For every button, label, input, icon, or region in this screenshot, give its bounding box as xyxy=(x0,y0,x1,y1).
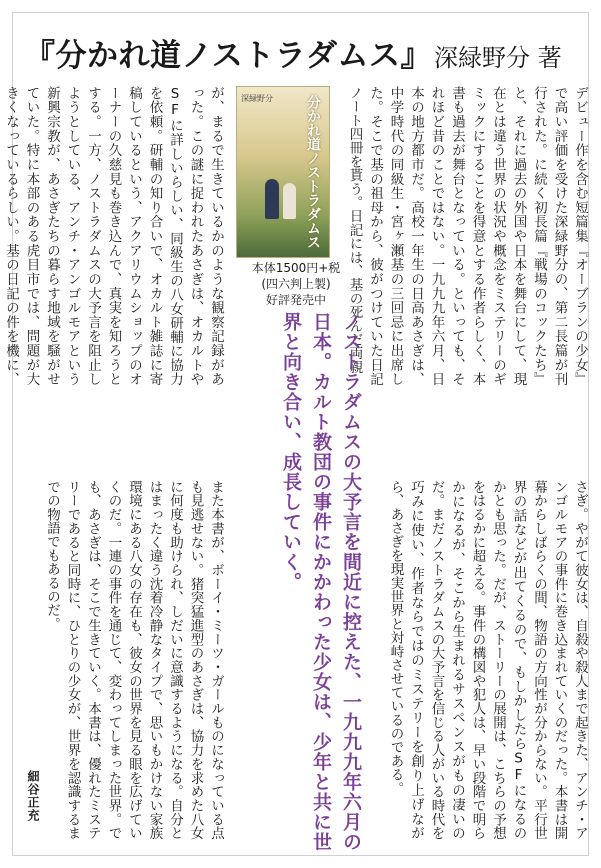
book-cover xyxy=(236,86,330,258)
body-column-1: デビュー作を含む短篇集『オーブランの少女』で高い評価を受けた深緑野分の、第二長篇が刊行された。に続く初長篇『戦場のコックたち』と、それに過去の外国や日本を舞台にして、現在とは違う世界の状況や概念をミステリーのギミックにすることを得意とする作者らしく、本書も過去が舞台となっている。といっても、それほど昔のことではない。一九九九年六月、日本の地方都市だ。高校一年生の日高あさぎは、中学時代の同級生・宮ヶ瀬基の三回忌に出席した。そこで基の祖母から、彼がつけていた日記ノート四冊を貰う。日記には、基の死んだ両親 xyxy=(346,86,588,386)
price: 本体1500円+税 xyxy=(251,261,341,275)
header xyxy=(24,24,584,74)
body-column-3: さぎ。やがて彼女は、自殺や殺人まで起きた、アンチ・アンゴルモアの事件に巻き込まれていくのだった。本書は開幕からしばらくの間、物語の方向性が分からない。平行世界の話などが出てくるので、もしかしたらSFになるのかとも思った。だが、ストーリーの展開は、こちらの予想をはるかに超える。事件の構図や犯人は、早い段階で明らかになるが、そこから生まれるサスペンスがもの凄いのだ。まだノストラダムスの大予言を信じる人がいる時代を巧みに使い、作者ならではのミステリーを創り上げながら、あさぎを現実世界と対峙させているのである。 xyxy=(387,480,588,840)
sale-status: 好評発売中 xyxy=(265,293,326,307)
cover-author: 深緑野分 xyxy=(241,94,273,103)
book-author: 深緑野分 著 xyxy=(434,44,562,72)
reviewer-name: 細谷正充 xyxy=(26,770,40,822)
book-title: 『分かれ道ノストラダムス』 xyxy=(24,38,432,74)
cover-title: 分かれ道ノストラダムス xyxy=(305,95,321,249)
headline: ノストラダムスの大予言を間近に控えた、一九九九年六月の日本。カルト教団の事件にかかわった少女は、少年と共に世界と向き合い、成長していく。 xyxy=(280,312,362,852)
body-column-4: また本書が、ボーイ・ミーツ・ガールものになっている点も見逃せない。猪突猛進型のあさぎは、協力を求めた八女に何度も助けられ、しだいに意識するようになる。自分とはまったく違う沈着冷静なタイプで、思いもかけない家族環境にある八女の存在も、彼女の世界を見る眼を広げていくのだ。一連の事件を通じて、変わってしまった世界。でも、あさぎは、そこで生きていく。本書は、優れたミステリーであると同時に、ひとりの少女が、世界を認識するまでの物語でもあるのだ。 xyxy=(44,480,224,840)
cover-figure-girl xyxy=(283,183,296,219)
cover-figure-boy xyxy=(265,179,279,219)
body-column-2: が、まるで生きているかのような観察記録があった。この謎に捉われたあさぎは、オカルトやSFに詳しいらしい、同級生の八女研輔に協力を依頼。研輔の知り合いで、オカルト雑誌に寄稿しているという、アクアリウムショップのオーナーの久慈見も巻き込んで、真実を知ろうとする。一方、ノストラダムスの大予言を阻止しようとしている、アンチ・アンゴルモアという新興宗教が、あさぎたちの暮らす地域を騒がせていた。特に本部のある虎目市では、問題が大きくなっているらしい。基の日記の件を機に、 xyxy=(3,86,224,386)
format: (四六判上製) xyxy=(261,277,331,291)
price-info xyxy=(236,260,356,308)
